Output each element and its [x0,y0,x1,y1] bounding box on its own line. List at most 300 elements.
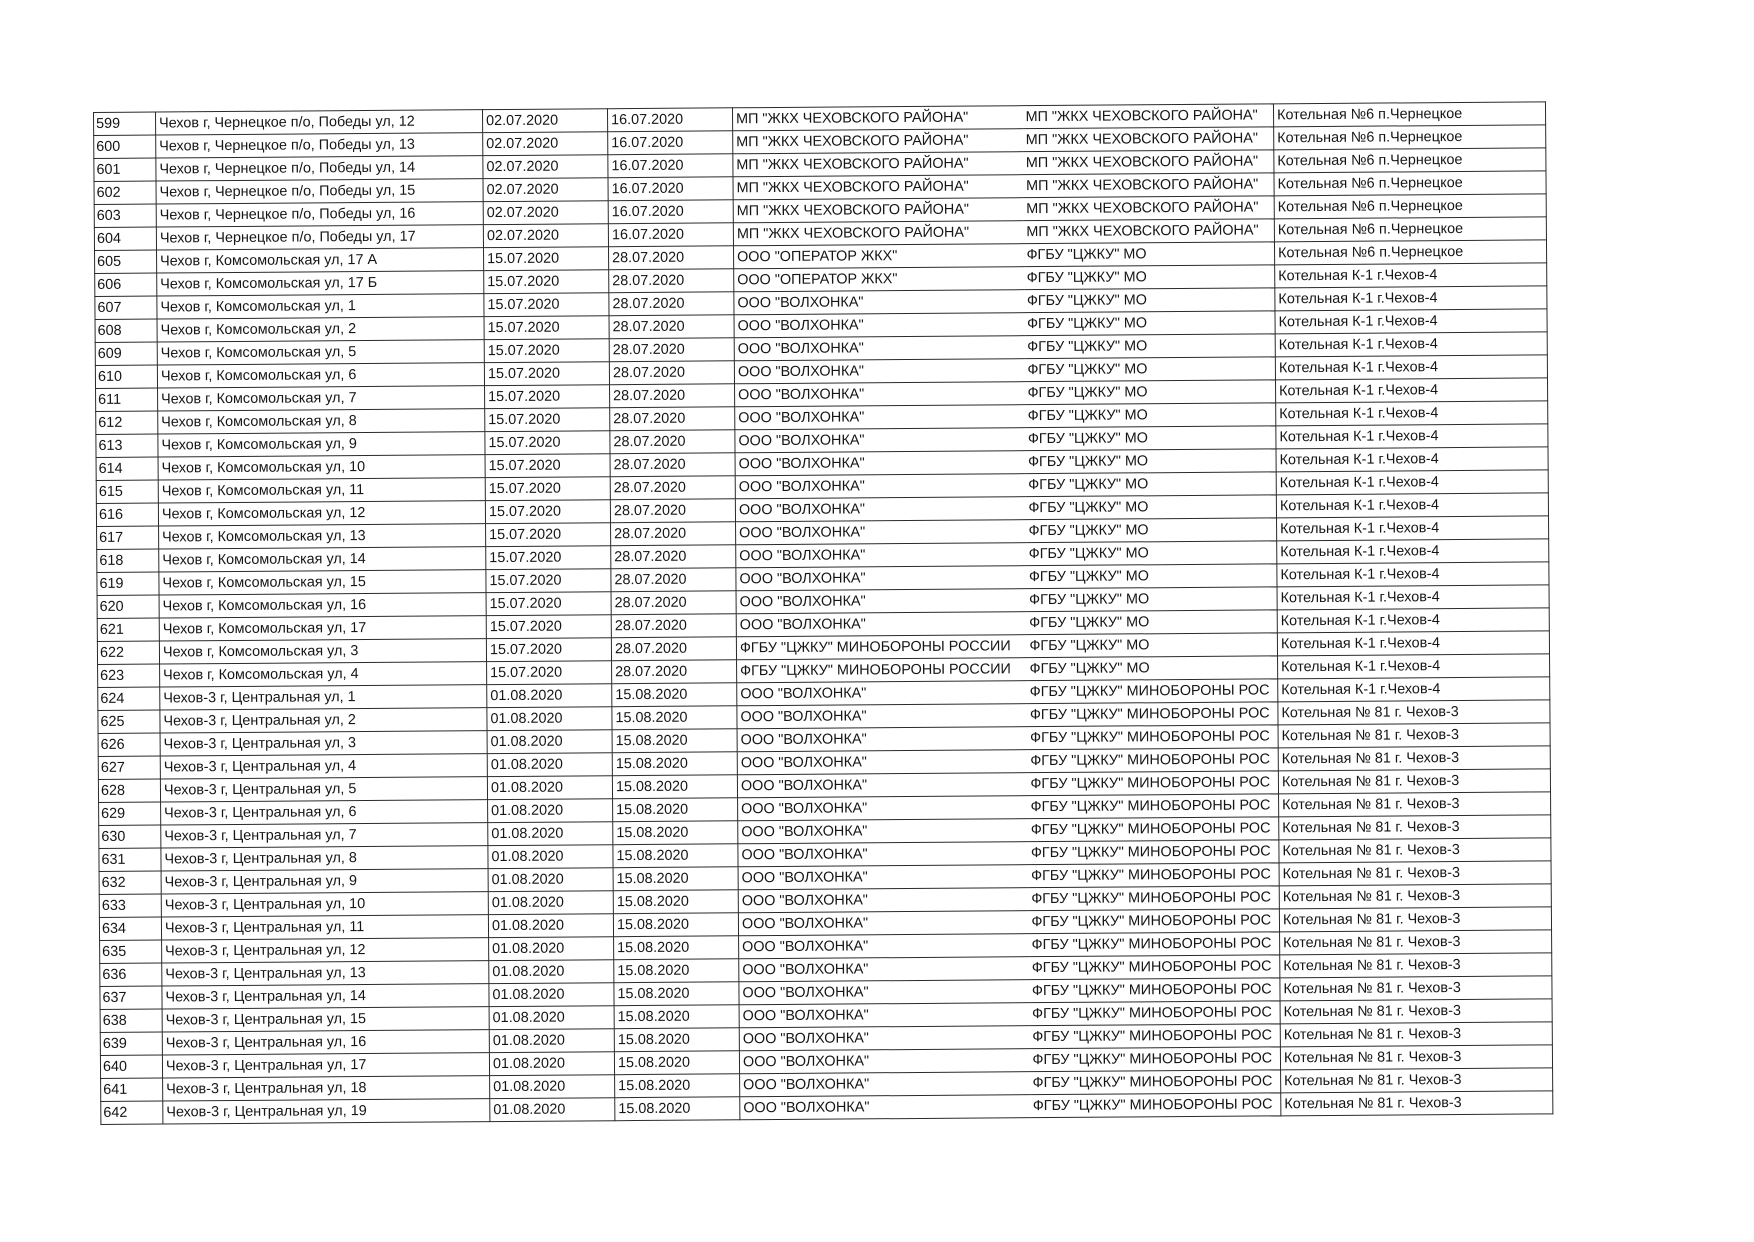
boiler-house-cell: Котельная К-1 г.Чехов-4 [1275,286,1547,311]
start-date-cell: 01.08.2020 [488,845,613,869]
management-company-cell: ООО "ВОЛХОНКА" [736,520,1026,545]
boiler-house-cell: Котельная К-1 г.Чехов-4 [1276,424,1548,449]
boiler-house-cell: Котельная № 81 г. Чехов-3 [1278,723,1550,748]
boiler-house-cell: Котельная № 81 г. Чехов-3 [1280,1045,1552,1070]
boiler-house-cell: Котельная № 81 г. Чехов-3 [1279,884,1551,909]
end-date-cell: 15.08.2020 [615,1074,740,1098]
end-date-cell: 28.07.2020 [609,315,734,339]
address-cell: Чехов г, Комсомольская ул, 10 [158,455,485,480]
address-cell: Чехов г, Комсомольская ул, 13 [159,524,486,549]
boiler-house-cell: Котельная №6 п.Чернецкое [1274,240,1546,265]
row-number-cell: 605 [95,250,157,273]
end-date-cell: 28.07.2020 [611,522,736,546]
end-date-cell: 15.08.2020 [614,959,739,983]
start-date-cell: 01.08.2020 [488,914,613,938]
table-body [94,102,1553,1125]
start-date-cell: 15.07.2020 [485,477,610,501]
boiler-house-cell: Котельная К-1 г.Чехов-4 [1275,355,1547,380]
start-date-cell: 15.07.2020 [485,454,610,478]
management-company-cell: МП "ЖКХ ЧЕХОВСКОГО РАЙОНА" [732,106,1022,131]
row-number-cell: 600 [94,135,156,158]
end-date-cell: 15.08.2020 [612,775,737,799]
boiler-house-cell: Котельная № 81 г. Чехов-3 [1280,1022,1552,1047]
row-number-cell: 629 [99,802,161,825]
end-date-cell: 28.07.2020 [610,407,735,431]
end-date-cell: 28.07.2020 [610,430,735,454]
management-company-cell: ООО "ВОЛХОНКА" [735,428,1025,453]
management-company-cell: ООО "ВОЛХОНКА" [735,451,1025,476]
address-cell: Чехов г, Комсомольская ул, 14 [159,547,486,572]
address-cell: Чехов-3 г, Центральная ул, 3 [160,731,487,756]
management-company-cell: МП "ЖКХ ЧЕХОВСКОГО РАЙОНА" [733,198,1023,223]
start-date-cell: 15.07.2020 [487,661,612,685]
management-company-cell: ООО "ВОЛХОНКА" [738,911,1028,936]
supplier-cell: ФГБУ "ЦЖКУ" МО [1024,288,1275,313]
management-company-cell: ООО "ВОЛХОНКА" [740,1095,1030,1120]
supplier-cell: ФГБУ "ЦЖКУ" МИНОБОРОНЫ РОС [1028,886,1279,911]
management-company-cell: ООО "ВОЛХОНКА" [738,819,1028,844]
address-cell: Чехов г, Комсомольская ул, 9 [158,432,485,457]
row-number-cell: 611 [96,388,158,411]
supplier-cell: ФГБУ "ЦЖКУ" МО [1025,472,1276,497]
address-cell: Чехов г, Комсомольская ул, 7 [158,386,485,411]
management-company-cell: МП "ЖКХ ЧЕХОВСКОГО РАЙОНА" [733,221,1023,246]
management-company-cell: МП "ЖКХ ЧЕХОВСКОГО РАЙОНА" [733,175,1023,200]
start-date-cell: 01.08.2020 [488,891,613,915]
supplier-cell: МП "ЖКХ ЧЕХОВСКОГО РАЙОНА" [1023,196,1274,221]
supplier-cell: ФГБУ "ЦЖКУ" МИНОБОРОНЫ РОС [1027,771,1278,796]
end-date-cell: 15.08.2020 [614,1005,739,1029]
end-date-cell: 28.07.2020 [611,568,736,592]
address-cell: Чехов г, Чернецкое п/о, Победы ул, 13 [156,133,483,158]
boiler-house-cell: Котельная № 81 г. Чехов-3 [1279,838,1551,863]
address-cell: Чехов-3 г, Центральная ул, 2 [160,708,487,733]
supplier-cell: МП "ЖКХ ЧЕХОВСКОГО РАЙОНА" [1023,150,1274,175]
start-date-cell: 01.08.2020 [489,1006,614,1030]
address-cell: Чехов г, Комсомольская ул, 17 А [157,248,484,273]
row-number-cell: 610 [95,365,157,388]
boiler-house-cell: Котельная №6 п.Чернецкое [1273,102,1545,127]
heating-schedule-table [93,101,1553,1125]
address-cell: Чехов-3 г, Центральная ул, 17 [162,1053,489,1078]
row-number-cell: 602 [94,181,156,204]
supplier-cell: ФГБУ "ЦЖКУ" МО [1024,357,1275,382]
management-company-cell: ООО "ВОЛХОНКА" [734,359,1024,384]
row-number-cell: 621 [97,618,159,641]
end-date-cell: 16.07.2020 [607,108,732,132]
supplier-cell: ФГБУ "ЦЖКУ" МИНОБОРОНЫ РОС [1028,817,1279,842]
end-date-cell: 15.08.2020 [613,821,738,845]
boiler-house-cell: Котельная К-1 г.Чехов-4 [1277,516,1549,541]
supplier-cell: ФГБУ "ЦЖКУ" МИНОБОРОНЫ РОС [1029,1024,1280,1049]
end-date-cell: 28.07.2020 [611,614,736,638]
management-company-cell: ООО "ВОЛХОНКА" [735,405,1025,430]
management-company-cell: ООО "ВОЛХОНКА" [738,842,1028,867]
boiler-house-cell: Котельная № 81 г. Чехов-3 [1280,953,1552,978]
start-date-cell: 02.07.2020 [483,155,608,179]
management-company-cell: ООО "ВОЛХОНКА" [738,865,1028,890]
management-company-cell: ООО "ВОЛХОНКА" [734,313,1024,338]
row-number-cell: 636 [100,963,162,986]
address-cell: Чехов-3 г, Центральная ул, 15 [162,1007,489,1032]
start-date-cell: 01.08.2020 [488,868,613,892]
supplier-cell: ФГБУ "ЦЖКУ" МИНОБОРОНЫ РОС [1030,1093,1281,1118]
end-date-cell: 15.08.2020 [614,1051,739,1075]
supplier-cell: ФГБУ "ЦЖКУ" МО [1026,518,1277,543]
end-date-cell: 28.07.2020 [611,591,736,615]
end-date-cell: 15.08.2020 [614,1028,739,1052]
management-company-cell: ООО "ВОЛХОНКА" [737,704,1027,729]
boiler-house-cell: Котельная К-1 г.Чехов-4 [1276,447,1548,472]
row-number-cell: 638 [100,1009,162,1032]
boiler-house-cell: Котельная № 81 г. Чехов-3 [1279,815,1551,840]
row-number-cell: 625 [98,710,160,733]
address-cell: Чехов г, Комсомольская ул, 15 [159,570,486,595]
boiler-house-cell: Котельная № 81 г. Чехов-3 [1279,907,1551,932]
management-company-cell: МП "ЖКХ ЧЕХОВСКОГО РАЙОНА" [733,129,1023,154]
start-date-cell: 01.08.2020 [489,1052,614,1076]
supplier-cell: ФГБУ "ЦЖКУ" МИНОБОРОНЫ РОС [1028,794,1279,819]
supplier-cell: ФГБУ "ЦЖКУ" МО [1026,541,1277,566]
supplier-cell: ФГБУ "ЦЖКУ" МИНОБОРОНЫ РОС [1029,1047,1280,1072]
management-company-cell: ООО "ВОЛХОНКА" [739,1026,1029,1051]
management-company-cell: ООО "ВОЛХОНКА" [738,796,1028,821]
boiler-house-cell: Котельная К-1 г.Чехов-4 [1277,585,1549,610]
end-date-cell: 15.08.2020 [612,683,737,707]
supplier-cell: ФГБУ "ЦЖКУ" МИНОБОРОНЫ РОС [1029,955,1280,980]
end-date-cell: 15.08.2020 [613,867,738,891]
supplier-cell: МП "ЖКХ ЧЕХОВСКОГО РАЙОНА" [1023,219,1274,244]
start-date-cell: 01.08.2020 [489,960,614,984]
row-number-cell: 601 [94,158,156,181]
address-cell: Чехов-3 г, Центральная ул, 18 [163,1076,490,1101]
supplier-cell: ФГБУ "ЦЖКУ" МИНОБОРОНЫ РОС [1029,1001,1280,1026]
address-cell: Чехов-3 г, Центральная ул, 19 [163,1099,490,1124]
start-date-cell: 15.07.2020 [484,362,609,386]
address-cell: Чехов г, Комсомольская ул, 16 [159,593,486,618]
management-company-cell: ООО "ВОЛХОНКА" [739,1049,1029,1074]
management-company-cell: ООО "ВОЛХОНКА" [735,382,1025,407]
address-cell: Чехов-3 г, Центральная ул, 7 [161,823,488,848]
end-date-cell: 15.08.2020 [612,752,737,776]
supplier-cell: ФГБУ "ЦЖКУ" МО [1027,656,1278,681]
boiler-house-cell: Котельная № 81 г. Чехов-3 [1278,769,1550,794]
row-number-cell: 642 [101,1101,163,1124]
address-cell: Чехов г, Комсомольская ул, 11 [158,478,485,503]
boiler-house-cell: Котельная № 81 г. Чехов-3 [1281,1091,1553,1116]
start-date-cell: 01.08.2020 [488,799,613,823]
address-cell: Чехов г, Комсомольская ул, 3 [159,639,486,664]
row-number-cell: 623 [98,664,160,687]
row-number-cell: 632 [99,871,161,894]
boiler-house-cell: Котельная К-1 г.Чехов-4 [1277,631,1549,656]
row-number-cell: 634 [99,917,161,940]
row-number-cell: 619 [97,572,159,595]
boiler-house-cell: Котельная К-1 г.Чехов-4 [1276,493,1548,518]
start-date-cell: 15.07.2020 [486,546,611,570]
management-company-cell: ООО "ВОЛХОНКА" [735,497,1025,522]
address-cell: Чехов г, Чернецкое п/о, Победы ул, 12 [156,110,483,135]
end-date-cell: 28.07.2020 [610,453,735,477]
address-cell: Чехов г, Чернецкое п/о, Победы ул, 15 [156,179,483,204]
start-date-cell: 15.07.2020 [485,385,610,409]
management-company-cell: МП "ЖКХ ЧЕХОВСКОГО РАЙОНА" [733,152,1023,177]
supplier-cell: МП "ЖКХ ЧЕХОВСКОГО РАЙОНА" [1022,104,1273,129]
row-number-cell: 641 [101,1078,163,1101]
start-date-cell: 01.08.2020 [489,937,614,961]
end-date-cell: 15.08.2020 [612,729,737,753]
supplier-cell: ФГБУ "ЦЖКУ" МО [1025,495,1276,520]
address-cell: Чехов-3 г, Центральная ул, 9 [161,869,488,894]
end-date-cell: 28.07.2020 [609,338,734,362]
row-number-cell: 617 [97,526,159,549]
address-cell: Чехов г, Комсомольская ул, 17 Б [157,271,484,296]
row-number-cell: 606 [95,273,157,296]
start-date-cell: 15.07.2020 [484,316,609,340]
management-company-cell: ФГБУ "ЦЖКУ" МИНОБОРОНЫ РОССИИ [736,635,1026,660]
end-date-cell: 28.07.2020 [612,660,737,684]
supplier-cell: ФГБУ "ЦЖКУ" МО [1023,242,1274,267]
end-date-cell: 16.07.2020 [608,131,733,155]
supplier-cell: ФГБУ "ЦЖКУ" МО [1024,311,1275,336]
management-company-cell: ООО "ВОЛХОНКА" [736,543,1026,568]
boiler-house-cell: Котельная №6 п.Чернецкое [1274,217,1546,242]
row-number-cell: 639 [100,1032,162,1055]
row-number-cell: 637 [100,986,162,1009]
address-cell: Чехов-3 г, Центральная ул, 11 [161,915,488,940]
start-date-cell: 15.07.2020 [485,500,610,524]
start-date-cell: 02.07.2020 [483,132,608,156]
start-date-cell: 15.07.2020 [485,431,610,455]
address-cell: Чехов-3 г, Центральная ул, 16 [162,1030,489,1055]
address-cell: Чехов-3 г, Центральная ул, 8 [161,846,488,871]
start-date-cell: 15.07.2020 [484,247,609,271]
row-number-cell: 614 [96,457,158,480]
supplier-cell: ФГБУ "ЦЖКУ" МИНОБОРОНЫ РОС [1028,909,1279,934]
end-date-cell: 15.08.2020 [613,798,738,822]
boiler-house-cell: Котельная К-1 г.Чехов-4 [1278,654,1550,679]
supplier-cell: ФГБУ "ЦЖКУ" МО [1026,564,1277,589]
row-number-cell: 613 [96,434,158,457]
start-date-cell: 15.07.2020 [486,592,611,616]
boiler-house-cell: Котельная №6 п.Чернецкое [1274,125,1546,150]
start-date-cell: 15.07.2020 [486,638,611,662]
boiler-house-cell: Котельная К-1 г.Чехов-4 [1277,539,1549,564]
address-cell: Чехов г, Комсомольская ул, 12 [158,501,485,526]
address-cell: Чехов г, Комсомольская ул, 8 [158,409,485,434]
row-number-cell: 603 [94,204,156,227]
start-date-cell: 15.07.2020 [486,523,611,547]
management-company-cell: ООО "ВОЛХОНКА" [739,934,1029,959]
row-number-cell: 626 [98,733,160,756]
management-company-cell: ООО "ОПЕРАТОР ЖКХ" [733,244,1023,269]
address-cell: Чехов-3 г, Центральная ул, 12 [162,938,489,963]
end-date-cell: 28.07.2020 [609,246,734,270]
boiler-house-cell: Котельная К-1 г.Чехов-4 [1276,401,1548,426]
supplier-cell: ФГБУ "ЦЖКУ" МИНОБОРОНЫ РОС [1027,748,1278,773]
start-date-cell: 01.08.2020 [487,776,612,800]
boiler-house-cell: Котельная № 81 г. Чехов-3 [1281,1068,1553,1093]
management-company-cell: ООО "ВОЛХОНКА" [736,589,1026,614]
start-date-cell: 01.08.2020 [487,753,612,777]
management-company-cell: ООО "ОПЕРАТОР ЖКХ" [734,267,1024,292]
management-company-cell: ООО "ВОЛХОНКА" [740,1072,1030,1097]
end-date-cell: 28.07.2020 [609,269,734,293]
supplier-cell: ФГБУ "ЦЖКУ" МИНОБОРОНЫ РОС [1028,863,1279,888]
end-date-cell: 28.07.2020 [610,384,735,408]
row-number-cell: 608 [95,319,157,342]
end-date-cell: 15.08.2020 [613,913,738,937]
start-date-cell: 01.08.2020 [487,684,612,708]
end-date-cell: 16.07.2020 [608,223,733,247]
end-date-cell: 15.08.2020 [614,936,739,960]
address-cell: Чехов-3 г, Центральная ул, 4 [160,754,487,779]
start-date-cell: 02.07.2020 [482,109,607,133]
management-company-cell: ООО "ВОЛХОНКА" [737,773,1027,798]
end-date-cell: 15.08.2020 [613,844,738,868]
start-date-cell: 01.08.2020 [490,1098,615,1122]
start-date-cell: 15.07.2020 [486,615,611,639]
management-company-cell: ООО "ВОЛХОНКА" [737,727,1027,752]
address-cell: Чехов г, Комсомольская ул, 1 [157,294,484,319]
supplier-cell: ФГБУ "ЦЖКУ" МО [1025,449,1276,474]
boiler-house-cell: Котельная № 81 г. Чехов-3 [1280,999,1552,1024]
end-date-cell: 15.08.2020 [615,1097,740,1121]
start-date-cell: 15.07.2020 [484,270,609,294]
management-company-cell: ООО "ВОЛХОНКА" [739,1003,1029,1028]
row-number-cell: 635 [100,940,162,963]
boiler-house-cell: Котельная №6 п.Чернецкое [1274,148,1546,173]
supplier-cell: ФГБУ "ЦЖКУ" МО [1026,610,1277,635]
boiler-house-cell: Котельная № 81 г. Чехов-3 [1280,976,1552,1001]
row-number-cell: 618 [97,549,159,572]
end-date-cell: 16.07.2020 [608,177,733,201]
start-date-cell: 01.08.2020 [488,822,613,846]
supplier-cell: ФГБУ "ЦЖКУ" МО [1026,633,1277,658]
boiler-house-cell: Котельная № 81 г. Чехов-3 [1279,792,1551,817]
supplier-cell: ФГБУ "ЦЖКУ" МИНОБОРОНЫ РОС [1029,978,1280,1003]
row-number-cell: 628 [98,779,160,802]
supplier-cell: ФГБУ "ЦЖКУ" МИНОБОРОНЫ РОС [1027,702,1278,727]
start-date-cell: 15.07.2020 [484,293,609,317]
start-date-cell: 01.08.2020 [490,1075,615,1099]
management-company-cell: ООО "ВОЛХОНКА" [736,566,1026,591]
address-cell: Чехов г, Комсомольская ул, 17 [159,616,486,641]
address-cell: Чехов г, Комсомольская ул, 6 [157,363,484,388]
end-date-cell: 28.07.2020 [610,499,735,523]
start-date-cell: 01.08.2020 [489,1029,614,1053]
row-number-cell: 615 [96,480,158,503]
management-company-cell: ООО "ВОЛХОНКА" [739,980,1029,1005]
supplier-cell: ФГБУ "ЦЖКУ" МИНОБОРОНЫ РОС [1027,725,1278,750]
document-sheet [93,101,1552,1125]
end-date-cell: 28.07.2020 [611,637,736,661]
management-company-cell: ООО "ВОЛХОНКА" [738,888,1028,913]
start-date-cell: 02.07.2020 [483,178,608,202]
boiler-house-cell: Котельная № 81 г. Чехов-3 [1278,746,1550,771]
boiler-house-cell: Котельная К-1 г.Чехов-4 [1278,677,1550,702]
address-cell: Чехов г, Комсомольская ул, 5 [157,340,484,365]
boiler-house-cell: Котельная № 81 г. Чехов-3 [1280,930,1552,955]
address-cell: Чехов г, Чернецкое п/о, Победы ул, 16 [156,202,483,227]
end-date-cell: 28.07.2020 [611,545,736,569]
address-cell: Чехов-3 г, Центральная ул, 1 [160,685,487,710]
boiler-house-cell: Котельная № 81 г. Чехов-3 [1278,700,1550,725]
address-cell: Чехов-3 г, Центральная ул, 6 [161,800,488,825]
row-number-cell: 640 [100,1055,162,1078]
row-number-cell: 612 [96,411,158,434]
row-number-cell: 620 [97,595,159,618]
row-number-cell: 631 [99,848,161,871]
start-date-cell: 15.07.2020 [486,569,611,593]
end-date-cell: 15.08.2020 [613,890,738,914]
row-number-cell: 622 [97,641,159,664]
supplier-cell: МП "ЖКХ ЧЕХОВСКОГО РАЙОНА" [1023,173,1274,198]
row-number-cell: 616 [96,503,158,526]
start-date-cell: 02.07.2020 [483,201,608,225]
supplier-cell: ФГБУ "ЦЖКУ" МО [1025,403,1276,428]
end-date-cell: 16.07.2020 [608,154,733,178]
supplier-cell: ФГБУ "ЦЖКУ" МИНОБОРОНЫ РОС [1029,932,1280,957]
start-date-cell: 01.08.2020 [487,707,612,731]
management-company-cell: ООО "ВОЛХОНКА" [734,290,1024,315]
supplier-cell: ФГБУ "ЦЖКУ" МО [1024,265,1275,290]
start-date-cell: 15.07.2020 [484,339,609,363]
address-cell: Чехов г, Чернецкое п/о, Победы ул, 17 [156,225,483,250]
end-date-cell: 28.07.2020 [609,292,734,316]
address-cell: Чехов-3 г, Центральная ул, 5 [160,777,487,802]
row-number-cell: 627 [98,756,160,779]
boiler-house-cell: Котельная №6 п.Чернецкое [1274,171,1546,196]
boiler-house-cell: Котельная К-1 г.Чехов-4 [1277,562,1549,587]
boiler-house-cell: Котельная №6 п.Чернецкое [1274,194,1546,219]
row-number-cell: 624 [98,687,160,710]
address-cell: Чехов г, Чернецкое п/о, Победы ул, 14 [156,156,483,181]
management-company-cell: ФГБУ "ЦЖКУ" МИНОБОРОНЫ РОССИИ [737,658,1027,683]
management-company-cell: ООО "ВОЛХОНКА" [735,474,1025,499]
start-date-cell: 02.07.2020 [483,224,608,248]
end-date-cell: 28.07.2020 [609,361,734,385]
supplier-cell: ФГБУ "ЦЖКУ" МО [1025,380,1276,405]
end-date-cell: 28.07.2020 [610,476,735,500]
row-number-cell: 607 [95,296,157,319]
management-company-cell: ООО "ВОЛХОНКА" [737,750,1027,775]
row-number-cell: 633 [99,894,161,917]
boiler-house-cell: Котельная № 81 г. Чехов-3 [1279,861,1551,886]
boiler-house-cell: Котельная К-1 г.Чехов-4 [1276,470,1548,495]
end-date-cell: 15.08.2020 [614,982,739,1006]
boiler-house-cell: Котельная К-1 г.Чехов-4 [1275,309,1547,334]
supplier-cell: ФГБУ "ЦЖКУ" МО [1024,334,1275,359]
start-date-cell: 01.08.2020 [487,730,612,754]
start-date-cell: 15.07.2020 [485,408,610,432]
address-cell: Чехов г, Комсомольская ул, 2 [157,317,484,342]
boiler-house-cell: Котельная К-1 г.Чехов-4 [1275,332,1547,357]
row-number-cell: 604 [94,227,156,250]
supplier-cell: ФГБУ "ЦЖКУ" МИНОБОРОНЫ РОС [1030,1070,1281,1095]
row-number-cell: 599 [94,112,156,135]
supplier-cell: ФГБУ "ЦЖКУ" МИНОБОРОНЫ РОС [1027,679,1278,704]
boiler-house-cell: Котельная К-1 г.Чехов-4 [1275,378,1547,403]
end-date-cell: 16.07.2020 [608,200,733,224]
management-company-cell: ООО "ВОЛХОНКА" [739,957,1029,982]
supplier-cell: ФГБУ "ЦЖКУ" МО [1025,426,1276,451]
address-cell: Чехов г, Комсомольская ул, 4 [160,662,487,687]
management-company-cell: ООО "ВОЛХОНКА" [734,336,1024,361]
boiler-house-cell: Котельная К-1 г.Чехов-4 [1275,263,1547,288]
start-date-cell: 01.08.2020 [489,983,614,1007]
end-date-cell: 15.08.2020 [612,706,737,730]
